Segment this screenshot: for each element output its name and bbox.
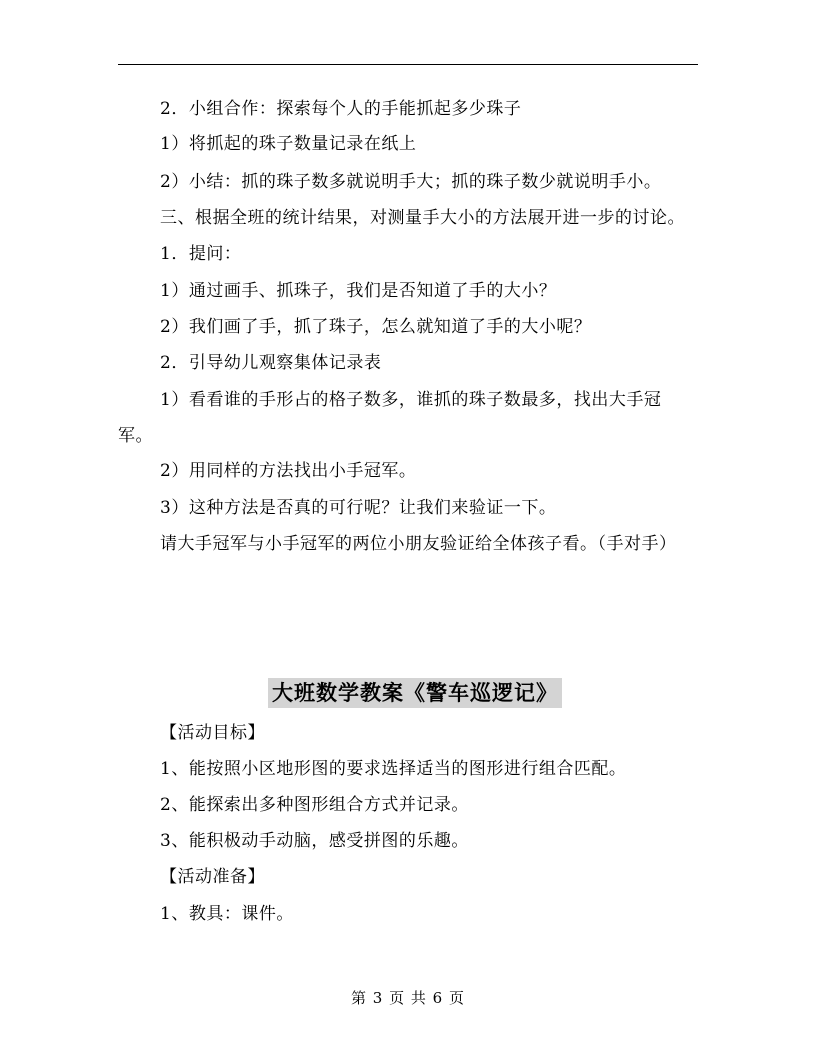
lesson-title-highlight <box>268 678 562 708</box>
text-line: 2）小结：抓的珠子数多就说明手大；抓的珠子数少就说明手小。 <box>160 172 662 192</box>
goal-item: 1、能按照小区地形图的要求选择适当的图形进行组合匹配。 <box>160 759 627 779</box>
text-line: 三、根据全班的统计结果，对测量手大小的方法展开进一步的讨论。 <box>160 208 685 228</box>
text-line: 1）看看谁的手形占的格子数多，谁抓的珠子数最多，找出大手冠 <box>160 390 662 410</box>
text-line: 2）我们画了手，抓了珠子，怎么就知道了手的大小呢？ <box>160 317 592 337</box>
text-line: 军。 <box>118 426 153 446</box>
text-line: 2．小组合作：探索每个人的手能抓起多少珠子 <box>160 99 522 119</box>
page-number: 第 3 页 共 6 页 <box>351 989 465 1007</box>
text-line: 1）将抓起的珠子数量记录在纸上 <box>160 134 417 154</box>
text-line: 3）这种方法是否真的可行呢？让我们来验证一下。 <box>160 498 557 518</box>
text-line: 1．提问： <box>160 244 242 264</box>
header-rule <box>118 64 698 65</box>
text-line: 2）用同样的方法找出小手冠军。 <box>160 461 417 481</box>
text-line: 2．引导幼儿观察集体记录表 <box>160 353 382 373</box>
goal-item: 2、能探索出多种图形组合方式并记录。 <box>160 795 469 815</box>
text-line: 1）通过画手、抓珠子，我们是否知道了手的大小？ <box>160 281 557 301</box>
lesson-title: 大班数学教案《警车巡逻记》 <box>272 680 558 705</box>
goal-item: 3、能积极动手动脑，感受拼图的乐趣。 <box>160 831 469 851</box>
prep-item: 1、教具：课件。 <box>160 904 294 924</box>
text-line: 请大手冠军与小手冠军的两位小朋友验证给全体孩子看。（手对手） <box>160 534 677 554</box>
goals-heading: 【活动目标】 <box>160 723 265 743</box>
prep-heading: 【活动准备】 <box>160 867 265 887</box>
